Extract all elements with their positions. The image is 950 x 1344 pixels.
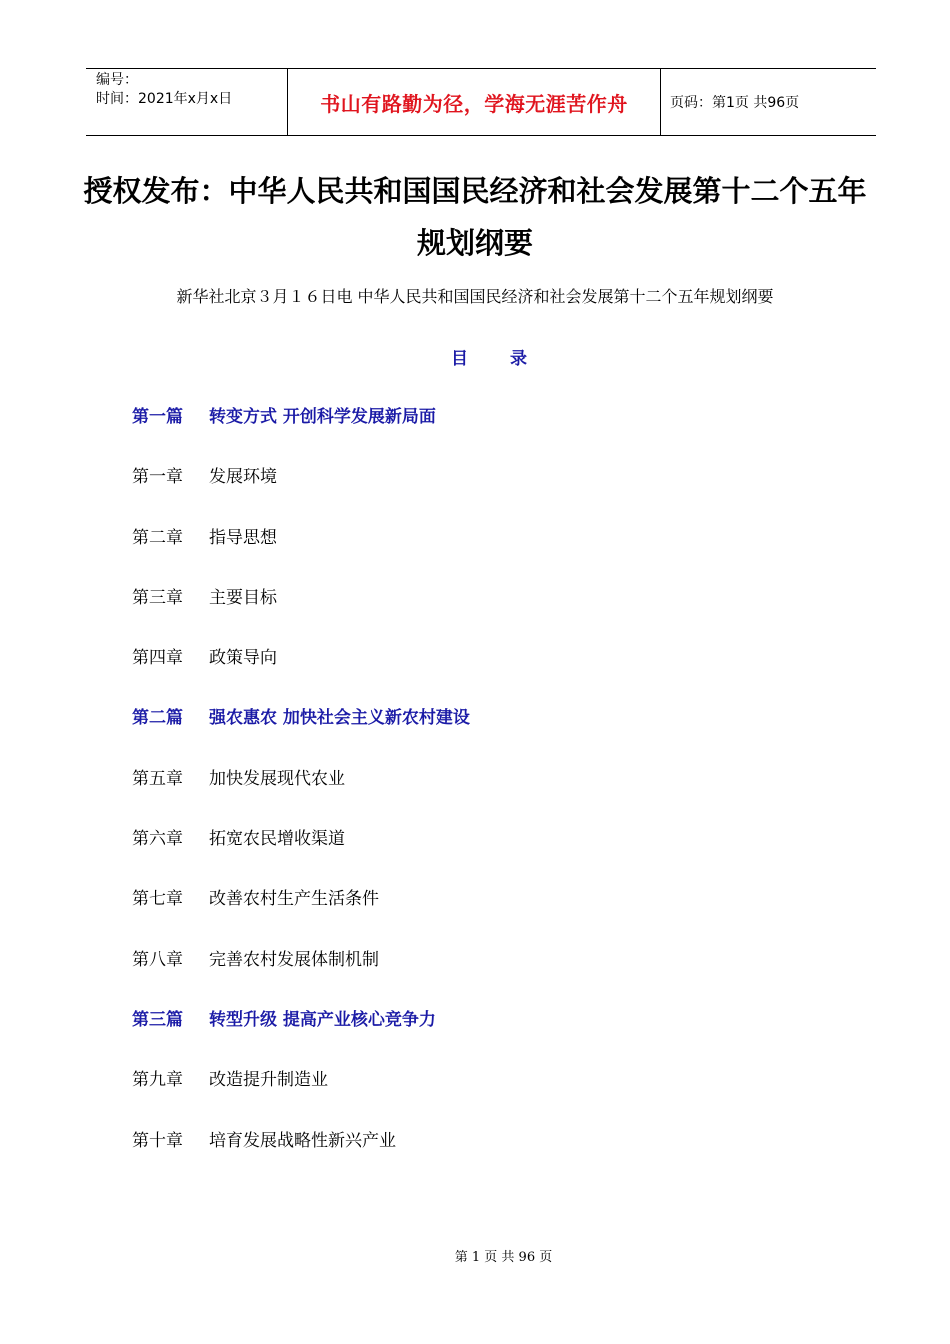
toc-entry-title: 加快发展现代农业 bbox=[209, 768, 345, 789]
toc-chapter-entry bbox=[132, 643, 832, 703]
toc-chapter-entry bbox=[132, 1126, 832, 1186]
toc-entry-number: 第九章 bbox=[132, 1070, 183, 1091]
header-page-cell bbox=[661, 69, 876, 135]
toc-entry-title: 指导思想 bbox=[209, 527, 277, 548]
toc-entry-number: 第一篇 bbox=[132, 407, 183, 427]
toc-chapter-entry bbox=[132, 583, 832, 643]
toc-entry-title: 改善农村生产生活条件 bbox=[209, 889, 379, 910]
toc-entry-number: 第十章 bbox=[132, 1130, 183, 1151]
toc-entry-title: 转变方式 开创科学发展新局面 bbox=[209, 407, 436, 427]
toc-chapter-entry bbox=[132, 945, 832, 1005]
page-count-label: 页码：第1页 共96页 bbox=[670, 95, 800, 111]
toc-chapter-entry bbox=[132, 523, 832, 583]
toc-chapter-entry bbox=[132, 1065, 832, 1125]
toc-entry-title: 政策导向 bbox=[209, 648, 277, 669]
toc-entry-number: 第七章 bbox=[132, 889, 183, 910]
toc-chapter-entry bbox=[132, 824, 832, 884]
page-title: 授权发布：中华人民共和国国民经济和社会发展第十二个五年规划纲要 bbox=[83, 174, 867, 260]
toc-entry-number: 第三章 bbox=[132, 587, 183, 608]
toc-heading: 目 录 bbox=[451, 349, 545, 369]
header-meta-cell bbox=[86, 69, 287, 135]
motto-text: 书山有路勤为径，学海无涯苦作舟 bbox=[320, 91, 628, 116]
toc-part-entry bbox=[132, 1005, 832, 1065]
toc-chapter-entry bbox=[132, 764, 832, 824]
toc-part-entry bbox=[132, 402, 832, 462]
toc-entry-title: 主要目标 bbox=[209, 587, 277, 608]
toc-chapter-entry bbox=[132, 462, 832, 522]
toc-entry-number: 第八章 bbox=[132, 949, 183, 970]
toc-entry-title: 改造提升制造业 bbox=[209, 1070, 328, 1091]
dateline-subtitle: 新华社北京３月１６日电 中华人民共和国国民经济和社会发展第十二个五年规划纲要 bbox=[176, 287, 774, 306]
toc-entry-title: 培育发展战略性新兴产业 bbox=[209, 1130, 396, 1151]
header-motto-cell bbox=[287, 69, 661, 135]
page-footer: 第 1 页 共 96 页 bbox=[454, 1250, 553, 1265]
toc-entry-title: 强农惠农 加快社会主义新农村建设 bbox=[209, 708, 470, 729]
document-header bbox=[86, 68, 876, 136]
toc-entry-title: 发展环境 bbox=[209, 467, 277, 488]
toc-entry-number: 第四章 bbox=[132, 648, 183, 669]
table-of-contents bbox=[132, 402, 832, 1186]
document-number-label: 编号： bbox=[96, 72, 138, 88]
toc-entry-number: 第三篇 bbox=[132, 1009, 183, 1030]
toc-entry-title: 完善农村发展体制机制 bbox=[209, 949, 379, 970]
toc-entry-title: 拓宽农民增收渠道 bbox=[209, 829, 345, 850]
toc-entry-number: 第二篇 bbox=[132, 708, 183, 729]
toc-part-entry bbox=[132, 703, 832, 763]
toc-chapter-entry bbox=[132, 884, 832, 944]
toc-entry-number: 第五章 bbox=[132, 768, 183, 789]
toc-entry-number: 第六章 bbox=[132, 829, 183, 850]
toc-entry-number: 第一章 bbox=[132, 467, 183, 488]
document-time-label: 时间：2021年x月x日 bbox=[96, 91, 233, 107]
toc-entry-number: 第二章 bbox=[132, 527, 183, 548]
toc-entry-title: 转型升级 提高产业核心竞争力 bbox=[209, 1009, 436, 1030]
